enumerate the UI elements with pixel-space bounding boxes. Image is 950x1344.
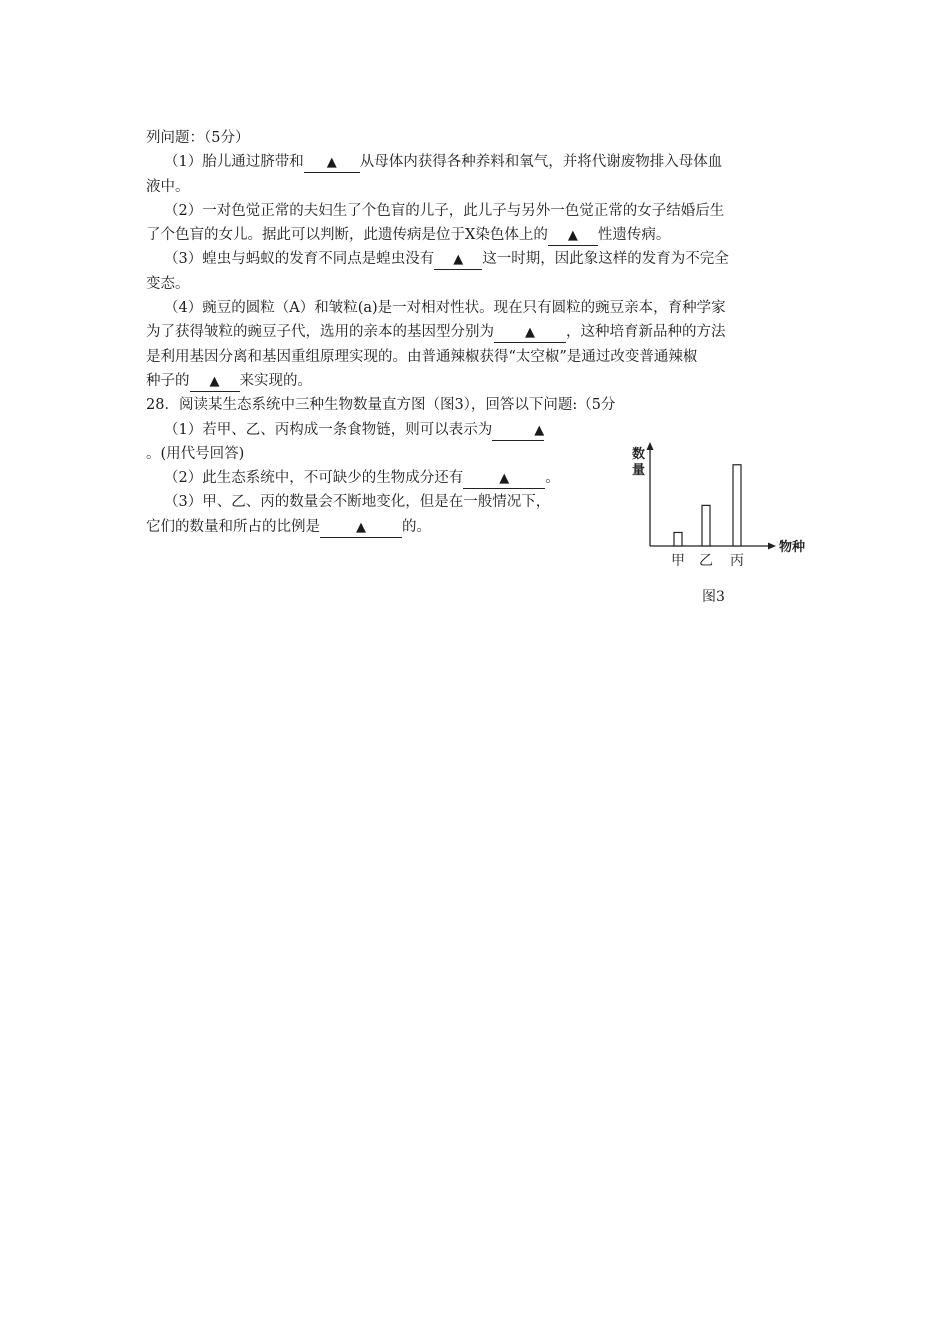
blank-triangle-icon: ▲ xyxy=(453,252,464,268)
text: （2）此生态系统中，不可缺少的生物成分还有 xyxy=(164,470,464,487)
text: ，这种培育新品种的方法 xyxy=(566,324,726,341)
text: 种子的 xyxy=(146,372,190,389)
x-tick-label: 丙 xyxy=(730,553,744,568)
intro-line: 列问题：（5分） xyxy=(146,130,250,146)
text: 的。 xyxy=(402,518,431,535)
text: 。 xyxy=(545,470,560,487)
bar-甲 xyxy=(674,532,682,546)
q28-part3-line2 xyxy=(146,515,616,539)
figure-caption: 图3 xyxy=(702,589,725,605)
text: 来实现的。 xyxy=(239,372,312,389)
chart-labels xyxy=(632,446,806,568)
q27-part1-line1 xyxy=(146,150,810,174)
y-axis-label: 量 xyxy=(632,463,646,478)
answer-blank[interactable] xyxy=(320,518,402,538)
q27-part1-line2: 液中。 xyxy=(146,178,190,195)
text: 从母体内获得各种养料和氧气，并将代谢废物排入母体血 xyxy=(359,154,723,171)
text: 为了获得皱粒的豌豆子代，选用的亲本的基因型分别为 xyxy=(146,324,494,341)
blank-triangle-icon: ▲ xyxy=(525,325,535,341)
answer-blank[interactable] xyxy=(463,469,545,489)
q27-part2-line1: （2）一对色觉正常的夫妇生了个色盲的儿子，此儿子与另外一色觉正常的女子结婚后生 xyxy=(164,202,725,219)
x-tick-label: 甲 xyxy=(671,553,685,568)
blank-triangle-icon: ▲ xyxy=(356,519,366,535)
answer-blank[interactable] xyxy=(548,226,598,246)
q27-part4-line2 xyxy=(146,320,810,344)
blank-triangle-icon: ▲ xyxy=(326,155,337,171)
text: （1）胎儿通过脐带和 xyxy=(164,154,304,171)
q28-part3-line1: （3）甲、乙、丙的数量会不断地变化，但是在一般情况下， xyxy=(164,494,551,511)
text: （3）蝗虫与蚂蚁的发育不同点是蝗虫没有 xyxy=(164,251,435,268)
q28-title: 28．阅读某生态系统中三种生物数量直方图（图3），回答以下问题:（5分 xyxy=(146,397,616,414)
q28-part1-line1 xyxy=(146,418,634,442)
answer-blank[interactable] xyxy=(492,421,544,441)
blank-triangle-icon: ▲ xyxy=(567,228,578,244)
answer-blank[interactable] xyxy=(304,153,360,173)
blank-triangle-icon: ▲ xyxy=(209,373,220,389)
q27-part2-line2 xyxy=(146,223,810,247)
answer-blank[interactable] xyxy=(494,323,566,343)
species-count-bar-chart xyxy=(630,438,810,568)
q28-part1-line2: 。(用代号回答) xyxy=(146,445,245,462)
q27-part3-line2: 变态。 xyxy=(146,275,190,292)
bar-丙 xyxy=(733,465,741,546)
text: 它们的数量和所占的比例是 xyxy=(146,518,320,535)
text: 性遗传病。 xyxy=(597,227,671,244)
q28-part2-line xyxy=(146,466,634,490)
text: 了个色盲的女儿。据此可以判断，此遗传病是位于X染色体上的 xyxy=(146,227,548,244)
q27-part4-line1: （4）豌豆的圆粒（A）和皱粒(a)是一对相对性状。现在只有圆粒的豌豆亲本，育种学家 xyxy=(164,300,726,317)
blank-triangle-icon: ▲ xyxy=(534,422,545,438)
x-axis-label: 物种 xyxy=(779,540,806,555)
x-axis-arrow-icon xyxy=(768,543,776,550)
chart-bars xyxy=(674,465,741,546)
answer-blank[interactable] xyxy=(434,250,482,270)
bar-乙 xyxy=(702,505,710,546)
answer-blank[interactable] xyxy=(190,372,240,392)
q27-part4-line4 xyxy=(146,369,810,393)
chart-axes xyxy=(647,442,777,550)
text: 这一时期，因此象这样的发育为不完全 xyxy=(482,251,729,268)
q27-part3-line1 xyxy=(146,247,810,271)
blank-triangle-icon: ▲ xyxy=(499,471,510,487)
y-axis-label: 数 xyxy=(632,447,646,462)
q27-part4-line3: 是利用基因分离和基因重组原理实现的。由普通辣椒获得“太空椒”是通过改变普通辣椒 xyxy=(146,348,698,365)
y-axis-arrow-icon xyxy=(647,442,654,450)
text: （1）若甲、乙、丙构成一条食物链，则可以表示为 xyxy=(164,421,493,438)
x-tick-label: 乙 xyxy=(699,553,713,568)
